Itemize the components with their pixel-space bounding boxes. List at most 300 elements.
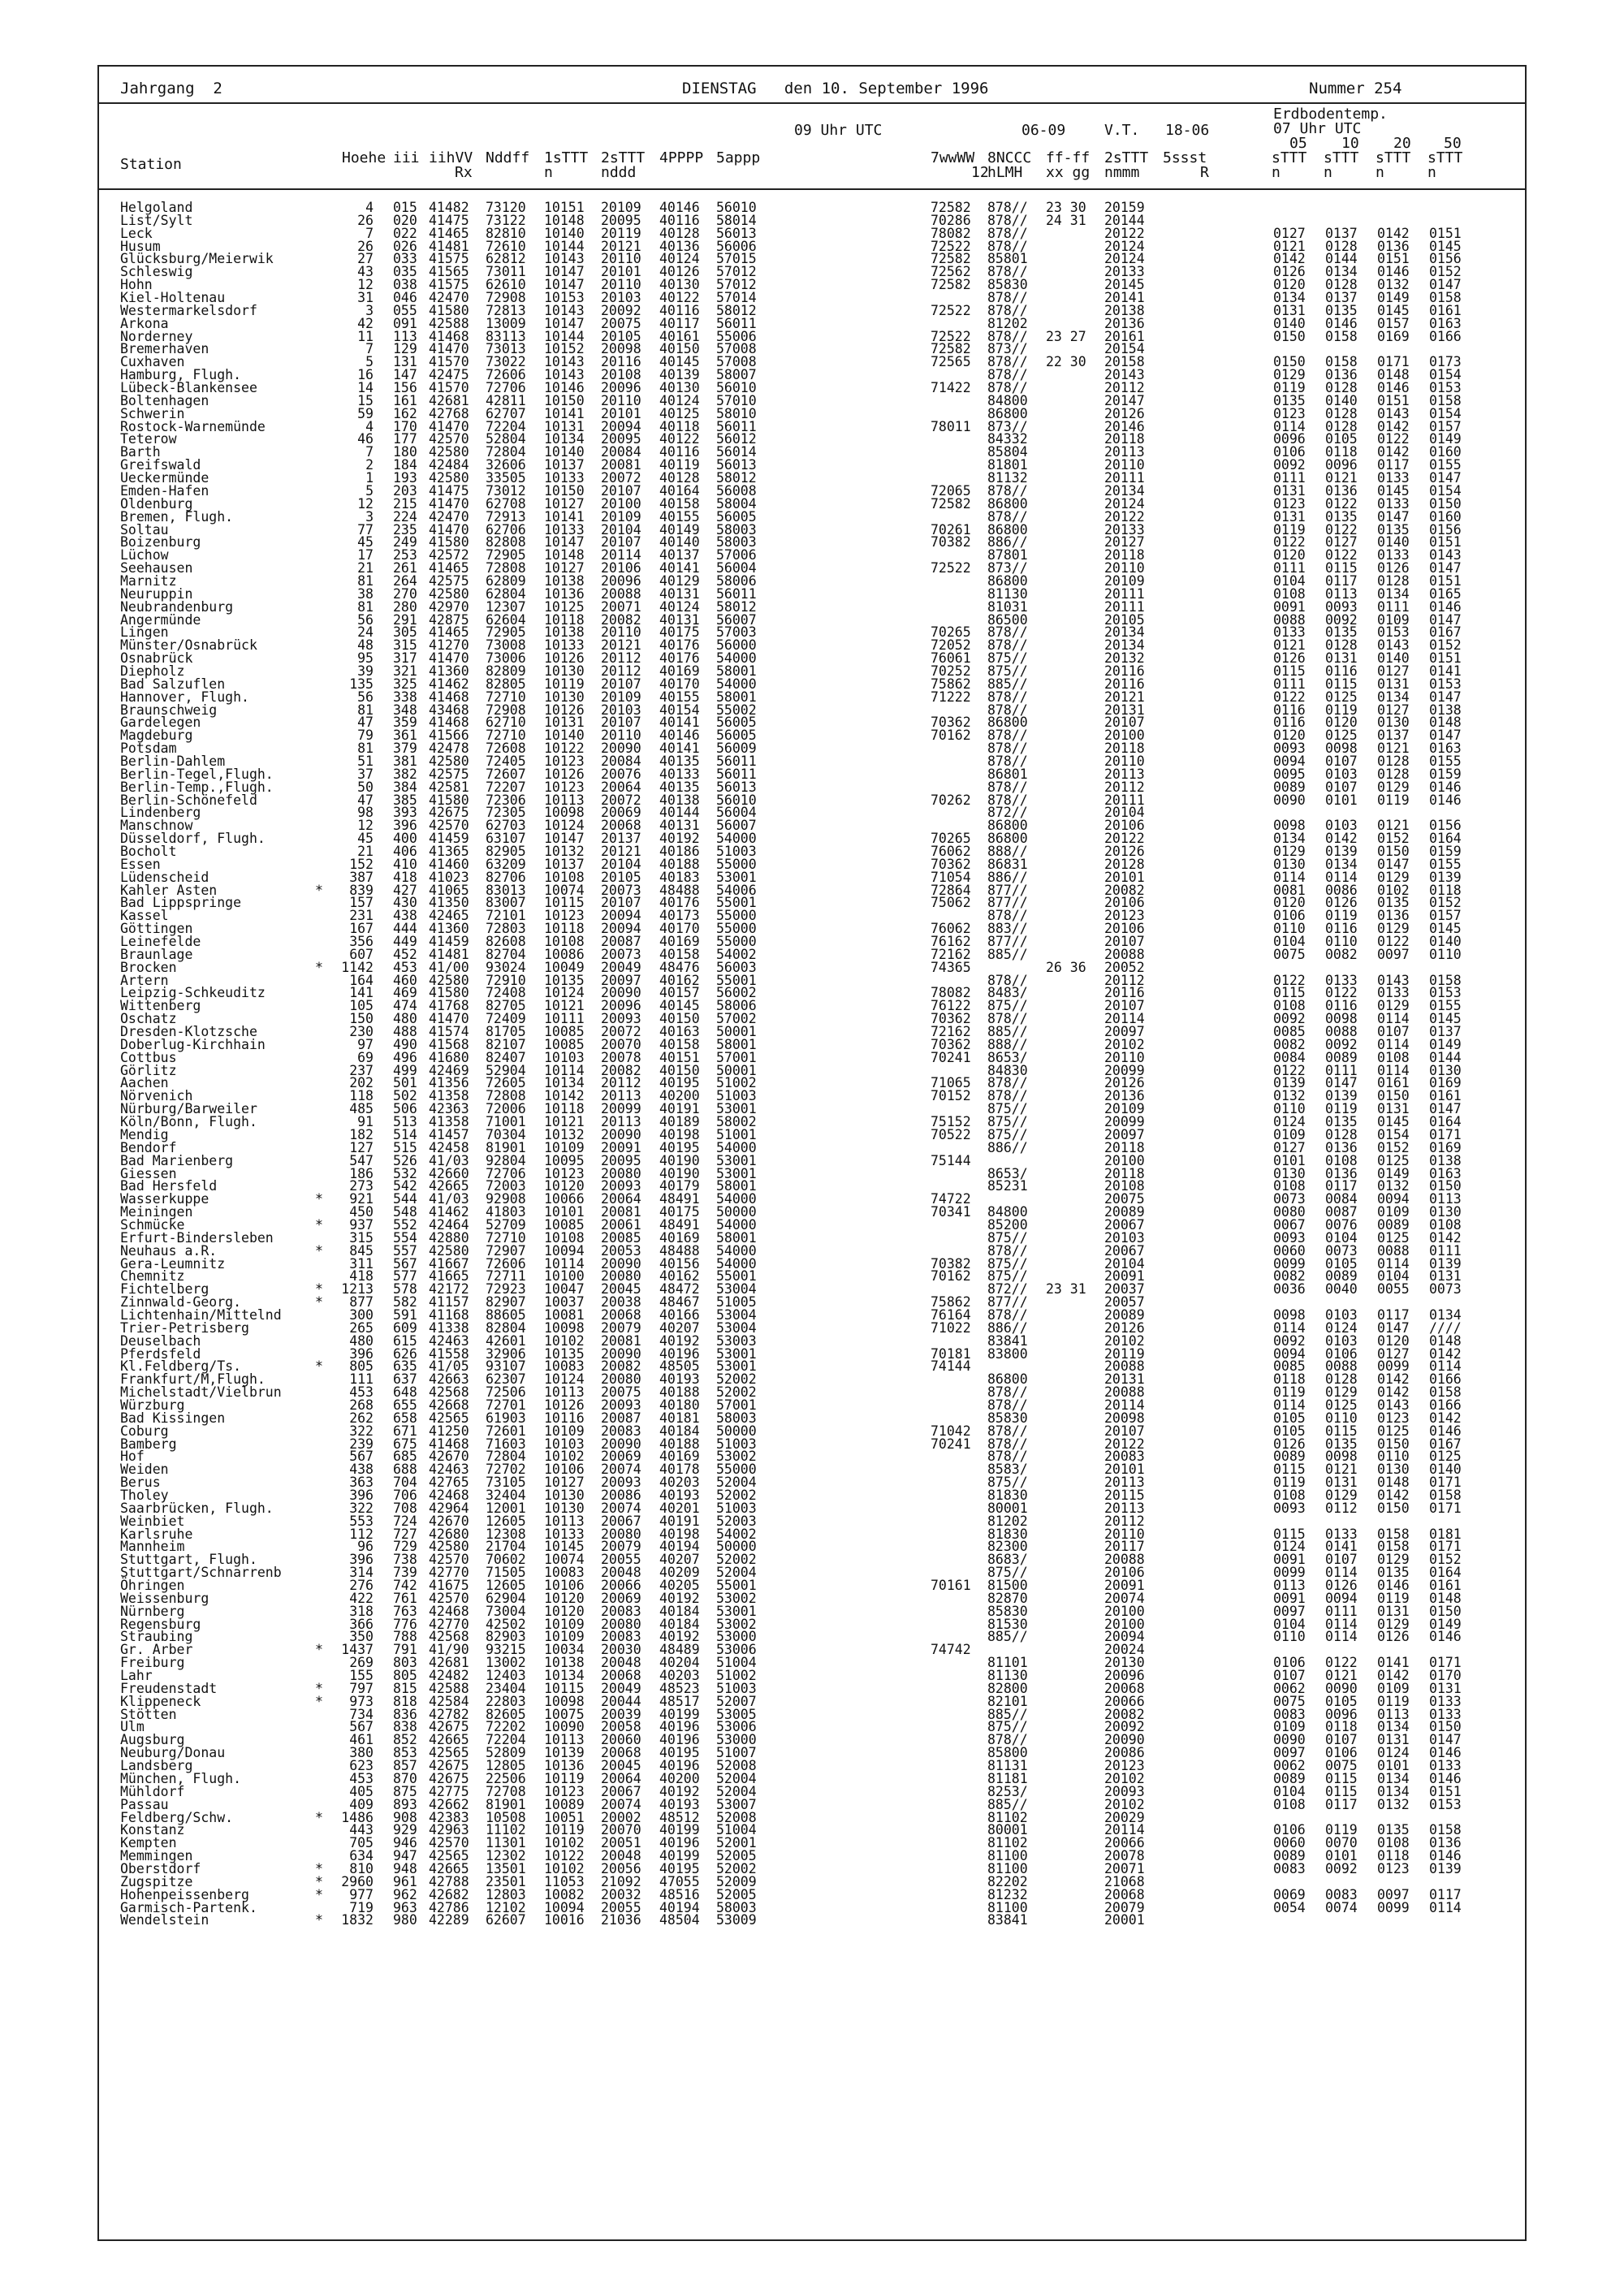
group-vt-temp: 20132 [1104, 650, 1145, 667]
station-name: Kassel [120, 908, 169, 924]
group-temperature: 10047 [544, 1281, 585, 1298]
group-clouds: 81132 [987, 470, 1028, 486]
soil-05: 0091 [1273, 598, 1306, 615]
soil-20: 0122 [1377, 934, 1410, 950]
soil-50: 0146 [1429, 1770, 1462, 1786]
group-temperature: 10125 [544, 598, 585, 615]
group-iihvv: 42580 [429, 972, 469, 988]
soil-10: 0158 [1325, 354, 1358, 370]
group-nddff: 82107 [486, 1036, 526, 1052]
soil-10: 0105 [1325, 1255, 1358, 1272]
soil-10: 0129 [1325, 1384, 1358, 1401]
group-pressure: 40192 [659, 1590, 700, 1606]
elevation: 350 [349, 1629, 374, 1645]
group-pressure: 40124 [659, 598, 700, 615]
group-clouds: 86801 [987, 766, 1028, 782]
station-name: Neuruppin [120, 585, 193, 602]
soil-20: 0154 [1377, 1126, 1410, 1142]
group-clouds: 82300 [987, 1539, 1028, 1555]
group-iihvv: 41667 [429, 1255, 469, 1272]
soil-05: 0120 [1273, 547, 1306, 564]
station-name: Saarbrücken, Flugh. [120, 1500, 274, 1516]
group-tendency: 53000 [716, 1732, 757, 1748]
soil-50: 0169 [1429, 1075, 1462, 1091]
soil-50: 0139 [1429, 869, 1462, 885]
group-tendency: 51003 [716, 1436, 757, 1452]
group-dewpoint: 20082 [601, 611, 641, 628]
group-nddff: 12302 [486, 1848, 526, 1864]
group-weather: 71022 [931, 1319, 971, 1336]
station-id: 875 [393, 1783, 417, 1799]
group-tendency: 57012 [716, 277, 757, 293]
group-tendency: 55001 [716, 895, 757, 911]
soil-50: 0155 [1429, 856, 1462, 872]
soil-20: 0114 [1377, 1011, 1410, 1027]
group-pressure: 48504 [659, 1912, 700, 1928]
group-iihvv: 42570 [429, 1835, 469, 1851]
soil-10: 0106 [1325, 1745, 1358, 1761]
soil-50: 0130 [1429, 1204, 1462, 1220]
soil-10: 0112 [1325, 1500, 1358, 1516]
station-name: Münster/Osnabrück [120, 637, 257, 654]
elevation: 43 [357, 264, 374, 280]
group-dewpoint: 20103 [601, 290, 641, 306]
station-name: Öhringen [120, 1578, 185, 1594]
group-nddff: 72710 [486, 728, 526, 744]
soil-10: 0114 [1325, 1616, 1358, 1632]
elevation: 607 [349, 946, 374, 962]
group-clouds: 875// [987, 1101, 1028, 1117]
station-marker: * [315, 1860, 323, 1876]
station-id: 763 [393, 1603, 417, 1619]
group-nddff: 41803 [486, 1204, 526, 1220]
soil-20: 0142 [1377, 225, 1410, 241]
soil-50: 0155 [1429, 998, 1462, 1014]
group-vt-temp: 20114 [1104, 1011, 1145, 1027]
group-pressure: 40169 [659, 663, 700, 679]
group-pressure: 48516 [659, 1886, 700, 1902]
soil-50: 0149 [1429, 1036, 1462, 1052]
elevation: 937 [349, 1216, 374, 1233]
soil-50: 0160 [1429, 508, 1462, 525]
group-temperature: 10146 [544, 380, 585, 396]
group-iihvv: 41580 [429, 302, 469, 318]
group-iihvv: 41462 [429, 676, 469, 692]
group-tendency: 58007 [716, 367, 757, 383]
group-tendency: 50000 [716, 1423, 757, 1439]
station-id: 038 [393, 277, 417, 293]
group-pressure: 40200 [659, 1088, 700, 1104]
station-name: Emden-Hafen [120, 482, 209, 499]
soil-05: 0075 [1273, 946, 1306, 962]
group-dewpoint: 20093 [601, 1397, 641, 1413]
soil-50: 0158 [1429, 392, 1462, 408]
group-clouds: 875// [987, 663, 1028, 679]
station-id: 129 [393, 341, 417, 357]
group-vt-temp: 20057 [1104, 1294, 1145, 1311]
group-clouds: 81131 [987, 1758, 1028, 1774]
group-nddff: 12001 [486, 1500, 526, 1516]
group-nddff: 62607 [486, 1912, 526, 1928]
soil-05: 0075 [1273, 1693, 1306, 1709]
soil-50: 0149 [1429, 1616, 1462, 1632]
soil-50: 0155 [1429, 753, 1462, 769]
table-row [0, 1860, 1624, 1876]
group-iihvv: 42681 [429, 1655, 469, 1671]
group-pressure: 40155 [659, 689, 700, 705]
group-nddff: 81901 [486, 1796, 526, 1812]
group-vt-temp: 20134 [1104, 637, 1145, 654]
group-nddff: 82705 [486, 998, 526, 1014]
station-name: Ulm [120, 1719, 145, 1735]
elevation: 719 [349, 1899, 374, 1915]
elevation: 42 [357, 315, 374, 331]
group-clouds: 877// [987, 1294, 1028, 1311]
group-iihvv: 42570 [429, 818, 469, 834]
elevation: 314 [349, 1565, 374, 1581]
group-iihvv: 41768 [429, 998, 469, 1014]
group-nddff: 62809 [486, 572, 526, 589]
elevation: 98 [357, 805, 374, 821]
group-weather: 70362 [931, 1011, 971, 1027]
group-vt-temp: 20106 [1104, 818, 1145, 834]
station-id: 857 [393, 1758, 417, 1774]
group-pressure: 40128 [659, 225, 700, 241]
group-temperature: 10133 [544, 637, 585, 654]
elevation: 318 [349, 1603, 374, 1619]
group-pressure: 48523 [659, 1680, 700, 1696]
group-iihvv: 42475 [429, 367, 469, 383]
station-name: Memmingen [120, 1848, 193, 1864]
elevation: 202 [349, 1075, 374, 1091]
group-vt-temp: 20123 [1104, 1758, 1145, 1774]
station-id: 490 [393, 1036, 417, 1052]
group-clouds: 81500 [987, 1578, 1028, 1594]
station-name: Kahler Asten [120, 882, 218, 898]
soil-05: 0110 [1273, 921, 1306, 937]
station-name: Feldberg/Schw. [120, 1809, 234, 1825]
station-id: 554 [393, 1229, 417, 1246]
soil-05: 0115 [1273, 985, 1306, 1001]
group-nddff: 72610 [486, 238, 526, 254]
soil-10: 0140 [1325, 392, 1358, 408]
group-temperature: 10140 [544, 225, 585, 241]
soil-05: 0090 [1273, 1732, 1306, 1748]
group-dewpoint: 20048 [601, 1565, 641, 1581]
group-temperature: 10130 [544, 1500, 585, 1516]
soil-20: 0153 [1377, 624, 1410, 641]
elevation: 37 [357, 766, 374, 782]
group-temperature: 10123 [544, 1165, 585, 1181]
group-pressure: 40145 [659, 998, 700, 1014]
soil-10: 0128 [1325, 405, 1358, 421]
group-pressure: 40201 [659, 1500, 700, 1516]
group-tendency: 56010 [716, 200, 757, 215]
station-id: 449 [393, 934, 417, 950]
group-temperature: 10148 [544, 212, 585, 228]
station-name: Gardelegen [120, 715, 201, 731]
group-pressure: 40141 [659, 715, 700, 731]
group-iihvv: 42572 [429, 547, 469, 564]
station-name: München, Flugh. [120, 1770, 242, 1786]
group-clouds: 878// [987, 637, 1028, 654]
soil-10: 0118 [1325, 1719, 1358, 1735]
group-iihvv: 41/03 [429, 1191, 469, 1207]
group-temperature: 10094 [544, 1242, 585, 1259]
group-iihvv: 42662 [429, 1796, 469, 1812]
station-id: 742 [393, 1578, 417, 1594]
soil-20: 0146 [1377, 1578, 1410, 1594]
group-clouds: 872// [987, 805, 1028, 821]
station-id: 514 [393, 1126, 417, 1142]
soil-10: 0144 [1325, 251, 1358, 267]
group-pressure: 40130 [659, 277, 700, 293]
group-tendency: 56010 [716, 380, 757, 396]
group-temperature: 10143 [544, 354, 585, 370]
group-temperature: 10114 [544, 1062, 585, 1078]
soil-20: 0137 [1377, 728, 1410, 744]
soil-05: 0092 [1273, 1011, 1306, 1027]
group-wind-gust: 23 31 [1046, 1281, 1086, 1298]
station-marker: * [315, 1886, 323, 1902]
elevation: 155 [349, 1668, 374, 1684]
group-weather: 76061 [931, 650, 971, 667]
group-dewpoint: 20105 [601, 869, 641, 885]
group-temperature: 10115 [544, 1680, 585, 1696]
soil-20: 0150 [1377, 844, 1410, 859]
soil-50: 0110 [1429, 946, 1462, 962]
group-iihvv: 41470 [429, 418, 469, 434]
group-wind-gust: 22 30 [1046, 354, 1086, 370]
station-marker: * [315, 1912, 323, 1928]
group-tendency: 58012 [716, 302, 757, 318]
soil-50: 0157 [1429, 418, 1462, 434]
group-vt-temp: 20136 [1104, 1088, 1145, 1104]
group-dewpoint: 20107 [601, 676, 641, 692]
group-tendency: 55006 [716, 328, 757, 344]
group-vt-temp: 20113 [1104, 766, 1145, 782]
group-vt-temp: 20127 [1104, 534, 1145, 551]
group-pressure: 48517 [659, 1693, 700, 1709]
soil-05: 0123 [1273, 405, 1306, 421]
station-name: Freudenstadt [120, 1680, 218, 1696]
soil-20: 0152 [1377, 1139, 1410, 1155]
group-vt-temp: 20133 [1104, 264, 1145, 280]
soil-05: 0150 [1273, 354, 1306, 370]
soil-10: 0125 [1325, 728, 1358, 744]
group-dewpoint: 20099 [601, 1101, 641, 1117]
group-dewpoint: 20069 [601, 805, 641, 821]
group-weather: 74365 [931, 959, 971, 975]
elevation: 7 [365, 444, 374, 460]
group-dewpoint: 20087 [601, 1410, 641, 1426]
group-clouds: 888// [987, 844, 1028, 859]
soil-05: 0132 [1273, 1088, 1306, 1104]
group-dewpoint: 20071 [601, 598, 641, 615]
group-temperature: 10139 [544, 1745, 585, 1761]
soil-20: 0152 [1377, 831, 1410, 847]
group-dewpoint: 20121 [601, 844, 641, 859]
group-weather: 75062 [931, 895, 971, 911]
group-weather: 76062 [931, 844, 971, 859]
group-vt-temp: 20121 [1104, 689, 1145, 705]
soil-05: 0131 [1273, 302, 1306, 318]
soil-50: 0111 [1429, 1242, 1462, 1259]
group-temperature: 10147 [544, 534, 585, 551]
group-nddff: 72706 [486, 380, 526, 396]
group-nddff: 82907 [486, 1294, 526, 1311]
group-clouds: 877// [987, 882, 1028, 898]
soil-20: 0099 [1377, 1358, 1410, 1375]
group-clouds: 878// [987, 508, 1028, 525]
group-vt-temp: 20102 [1104, 1332, 1145, 1349]
group-iihvv: 42880 [429, 1229, 469, 1246]
group-temperature: 10119 [544, 1770, 585, 1786]
group-clouds: 81100 [987, 1899, 1028, 1915]
group-pressure: 40190 [659, 1165, 700, 1181]
soil-50: 0138 [1429, 702, 1462, 718]
station-name: Lichtenhain/Mittelnd [120, 1306, 282, 1323]
group-vt-temp: 20126 [1104, 1075, 1145, 1091]
group-iihvv: 41460 [429, 856, 469, 872]
group-tendency: 52008 [716, 1809, 757, 1825]
group-nddff: 52804 [486, 431, 526, 447]
soil-20: 0126 [1377, 560, 1410, 576]
group-pressure: 40133 [659, 766, 700, 782]
group-weather: 72162 [931, 1024, 971, 1040]
group-vt-temp: 20158 [1104, 354, 1145, 370]
group-vt-temp: 20111 [1104, 598, 1145, 615]
soil-50: 0145 [1429, 921, 1462, 937]
group-temperature: 10083 [544, 1358, 585, 1375]
group-pressure: 40130 [659, 380, 700, 396]
group-iihvv: 42478 [429, 741, 469, 757]
group-temperature: 10100 [544, 1268, 585, 1285]
group-clouds: 83841 [987, 1332, 1028, 1349]
group-iihvv: 42665 [429, 1860, 469, 1876]
group-iihvv: 41365 [429, 844, 469, 859]
group-pressure: 40146 [659, 728, 700, 744]
soil-05: 0115 [1273, 1462, 1306, 1478]
soil-50: 0147 [1429, 277, 1462, 293]
soil-05: 0120 [1273, 728, 1306, 744]
group-nddff: 62812 [486, 251, 526, 267]
group-clouds: 878// [987, 238, 1028, 254]
group-clouds: 81830 [987, 1488, 1028, 1503]
station-id: 261 [393, 560, 417, 576]
soil-20: 0126 [1377, 1629, 1410, 1645]
group-pressure: 40135 [659, 753, 700, 769]
col-nddff: Nddff [486, 149, 530, 166]
group-clouds: 82101 [987, 1693, 1028, 1709]
soil-20: 0147 [1377, 856, 1410, 872]
group-iihvv: 42465 [429, 908, 469, 924]
soil-05: 0108 [1273, 1178, 1306, 1194]
soil-10: 0105 [1325, 431, 1358, 447]
soil-20: 0109 [1377, 611, 1410, 628]
group-dewpoint: 20097 [601, 972, 641, 988]
group-vt-temp: 20100 [1104, 728, 1145, 744]
soil-50: 0161 [1429, 302, 1462, 318]
soil-50: 0134 [1429, 1306, 1462, 1323]
soil-50: 0153 [1429, 380, 1462, 396]
group-clouds: 885// [987, 1706, 1028, 1722]
group-dewpoint: 20074 [601, 1500, 641, 1516]
group-dewpoint: 20104 [601, 521, 641, 538]
soil-10: 0083 [1325, 1886, 1358, 1902]
col-soil-50: sTTT [1427, 149, 1463, 166]
group-clouds: 82202 [987, 1873, 1028, 1889]
elevation: 3 [365, 508, 374, 525]
group-vt-temp: 20107 [1104, 934, 1145, 950]
soil-05: 0085 [1273, 1358, 1306, 1375]
group-clouds: 8653/ [987, 1165, 1028, 1181]
group-clouds: 873// [987, 560, 1028, 576]
group-tendency: 51002 [716, 1075, 757, 1091]
group-temperature: 10113 [544, 1513, 585, 1529]
group-nddff: 82903 [486, 1629, 526, 1645]
group-tendency: 51003 [716, 1500, 757, 1516]
group-temperature: 10086 [544, 946, 585, 962]
soil-20: 0128 [1377, 753, 1410, 769]
group-weather: 74742 [931, 1642, 971, 1658]
group-tendency: 53004 [716, 1281, 757, 1298]
soil-05: 0108 [1273, 1796, 1306, 1812]
soil-05: 0097 [1273, 1745, 1306, 1761]
station-name: Straubing [120, 1629, 193, 1645]
station-name: Wittenberg [120, 998, 201, 1014]
soil-10: 0114 [1325, 869, 1358, 885]
group-dewpoint: 20112 [601, 650, 641, 667]
soil-20: 0151 [1377, 251, 1410, 267]
station-marker: * [315, 1358, 323, 1375]
soil-05: 0062 [1273, 1758, 1306, 1774]
group-vt-temp: 20086 [1104, 1745, 1145, 1761]
station-name: Doberlug-Kirchhain [120, 1036, 266, 1052]
group-dewpoint: 20073 [601, 946, 641, 962]
group-nddff: 72708 [486, 1783, 526, 1799]
soil-20: 0142 [1377, 1384, 1410, 1401]
group-vt-temp: 20122 [1104, 508, 1145, 525]
group-dewpoint: 20051 [601, 1835, 641, 1851]
group-dewpoint: 20107 [601, 482, 641, 499]
soil-20: 0157 [1377, 315, 1410, 331]
group-clouds: 81031 [987, 598, 1028, 615]
group-vt-temp: 20101 [1104, 869, 1145, 885]
soil-20: 0127 [1377, 663, 1410, 679]
group-vt-temp: 20126 [1104, 405, 1145, 421]
soil-20: 0120 [1377, 1332, 1410, 1349]
group-dewpoint: 20068 [601, 1745, 641, 1761]
group-temperature: 10081 [544, 1306, 585, 1323]
group-tendency: 58003 [716, 1899, 757, 1915]
elevation: 81 [357, 702, 374, 718]
station-name: Lübeck-Blankensee [120, 380, 257, 396]
group-tendency: 56008 [716, 482, 757, 499]
group-dewpoint: 20084 [601, 753, 641, 769]
station-id: 582 [393, 1294, 417, 1311]
elevation: 56 [357, 611, 374, 628]
soil-50: 0158 [1429, 1488, 1462, 1503]
group-dewpoint: 20107 [601, 534, 641, 551]
group-clouds: 81181 [987, 1770, 1028, 1786]
group-vt-temp: 20112 [1104, 380, 1145, 396]
group-nddff: 82704 [486, 946, 526, 962]
group-tendency: 56005 [716, 508, 757, 525]
group-temperature: 10123 [544, 1783, 585, 1799]
station-id: 980 [393, 1912, 417, 1928]
group-pressure: 48472 [659, 1281, 700, 1298]
